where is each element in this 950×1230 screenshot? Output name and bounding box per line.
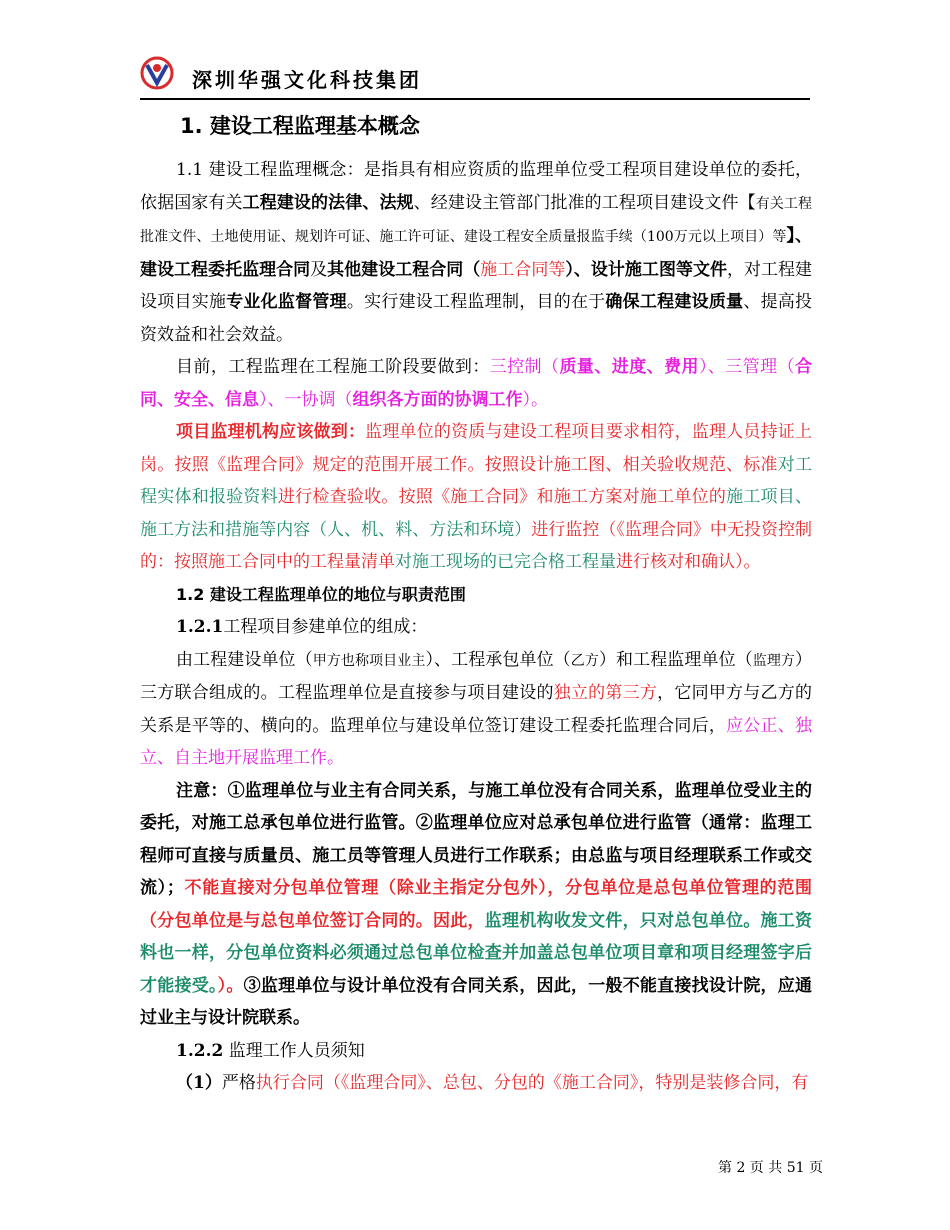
paragraph-item-1: （1）严格执行合同（《监理合同》、总包、分包的《施工合同》，特别是装修合同，有	[176, 1073, 809, 1093]
page-number: 第 2 页 共 51 页	[718, 1160, 823, 1176]
page-header	[140, 54, 810, 100]
paragraph-1-1: 1.1 建设工程监理概念：是指具有相应资质的监理单位受工程项目建设单位的委托，依据国家有关工程建设的法律、法规、经建设主管部门批准的工程项目建设文件【有关工程批准文件、土地使用证、规划许可证、施工许可证、建设工程安全质量报监手续（100万元以上项目）等】、建设工程委托监理合同及其他建设工程合同（施工合同等）、设计施工图等文件，对工程建设项目实施专业化监督管理。实行建设工程监理制，目的在于确保工程建设质量、提高投资效益和社会效益。	[140, 160, 813, 345]
paragraph-parties: 由工程建设单位（甲方也称项目业主）、工程承包单位（乙方）和工程监理单位（监理方）三方联合组成的。工程监理单位是直接参与项目建设的独立的第三方，它同甲方与乙方的关系是平等的、横向的。监理单位与建设单位签订建设工程委托监理合同后，应公正、独立、自主地开展监理工作。	[140, 649, 813, 768]
company-name: 深圳华强文化科技集团	[192, 68, 422, 92]
paragraph-agency-duties: 项目监理机构应该做到：监理单位的资质与建设工程项目要求相符，监理人员持证上岗。按照《监理合同》规定的范围开展工作。按照设计施工图、相关验收规范、标准对工程实体和报验资料进行检查验收。按照《施工合同》和施工方案对施工单位的施工项目、施工方法和措施等内容（人、机、料、方法和环境）进行监控（《监理合同》中无投资控制的：按照施工合同中的工程量清单对施工现场的已完合格工程量进行核对和确认）。	[140, 422, 813, 572]
subsection-1-2-heading: 1.2 建设工程监理单位的地位与职责范围	[176, 584, 466, 604]
subsection-1-2-2: 1.2.2 监理工作人员须知	[176, 1040, 365, 1061]
document-body	[140, 110, 812, 1100]
subsection-1-2-1: 1.2.1工程项目参建单位的组成：	[176, 617, 428, 637]
paragraph-note: 注意：①监理单位与业主有合同关系，与施工单位没有合同关系，监理单位受业主的委托，对施工总承包单位进行监管。②监理单位应对总承包单位进行监管（通常：监理工程师可直接与质量员、施工员等管理人员进行工作联系；由总监与项目经理联系工作或交流）；不能直接对分包单位管理（除业主指定分包外），分包单位是总包单位管理的范围（分包单位是与总包单位签订合同的。因此，监理机构收发文件，只对总包单位。施工资料也一样，分包单位资料必须通过总包单位检查并加盖总包单位项目章和项目经理签字后才能接受。）。③监理单位与设计单位没有合同关系，因此，一般不能直接找设计院，应通过业主与设计院联系。	[140, 780, 813, 1028]
paragraph-tasks: 目前，工程监理在工程施工阶段要做到：三控制（质量、进度、费用）、三管理（合同、安全、信息）、一协调（组织各方面的协调工作）。	[140, 357, 813, 410]
section-title: 1. 建设工程监理基本概念	[180, 114, 420, 138]
company-logo-icon	[140, 56, 174, 90]
